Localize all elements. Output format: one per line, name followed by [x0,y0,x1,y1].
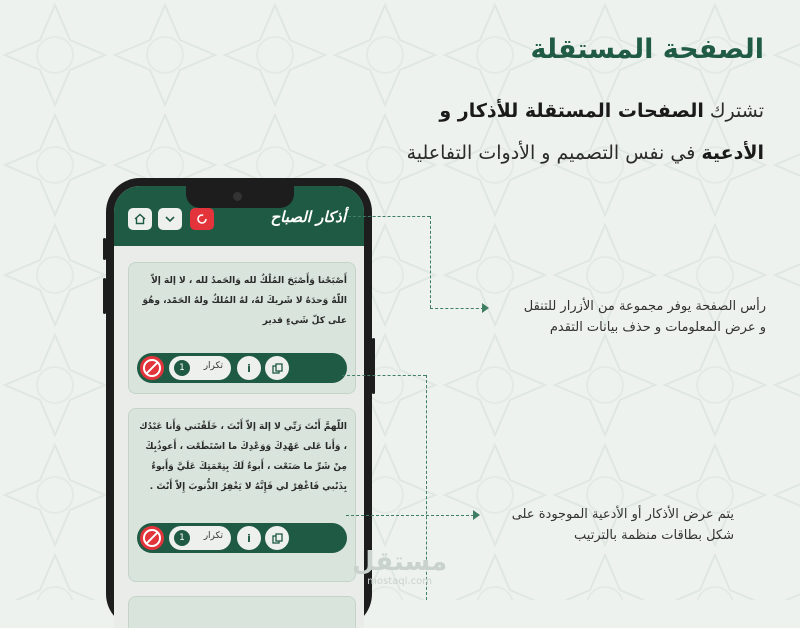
app-title: أذكار الصباح [270,208,346,226]
dhikr-card [128,596,356,628]
dhikr-text: أَصْبَحْنا وَأَصْبَحَ المُلْكُ لله وَالحَمدُ لله ، لا إلهَ إلاّ اللّهُ وَحدَهُ لا شَريكَ لهُ، لهُ المُلكُ ولهُ الحَمْد، وهُوَ على كلّ شَيءٍ قدير [142,276,347,326]
connector-line [346,515,474,516]
counter-value: 1 [174,530,190,546]
menu-dropdown-button[interactable] [158,208,182,230]
header-callout: رأس الصفحة يوفر مجموعة من الأزرار للتنقل و عرض المعلومات و حذف بيانات التقدم [523,299,766,335]
copy-button[interactable] [265,356,289,380]
reset-icon [196,213,208,225]
camera-icon [233,192,242,201]
home-icon [134,213,146,225]
connector-line [342,375,426,376]
phone-notch [186,186,294,208]
connector-line [430,308,484,309]
reset-count-button[interactable] [140,356,164,380]
home-button[interactable] [128,208,152,230]
app-screen [114,186,364,628]
connector-line [348,216,430,217]
info-button[interactable] [237,356,261,380]
phone-mockup [106,178,372,628]
connector-arrow [482,303,489,313]
description-bold-2: الأدعية [701,142,764,164]
watermark [352,548,447,587]
phone-side-button [103,238,106,260]
card-controls [137,523,347,553]
counter-label: تكرار [203,361,223,371]
reset-progress-button[interactable] [190,208,214,230]
connector-arrow [473,510,480,520]
description-bold-1: الصفحات المستقلة للأذكار و [439,100,704,122]
dhikr-card [128,408,356,582]
connector-line [430,216,431,308]
info-icon: i [247,531,251,545]
counter-label: تكرار [203,531,223,541]
card-controls [137,353,347,383]
watermark-subtext: mostaql.com [367,576,432,587]
phone-side-button [372,338,375,394]
reset-count-button[interactable] [140,526,164,550]
chevron-down-icon [165,215,175,223]
counter-button[interactable] [169,356,231,380]
info-button[interactable] [237,526,261,550]
counter-button[interactable] [169,526,231,550]
phone-side-button [103,278,106,314]
dhikr-text: اللّهمَّ أَنْتَ رَبِّي لا إلهَ إلاّ أَنْتَ ، خَلَقْتَني وَأَنا عَبْدُك ، وَأَنا عَلى عَهْدِكَ وَوَعْدِكَ ما اسْتَطَعْت ، أَعوذُبِكَ مِنْ شَرِّ ما صَنَعْت ، أَبوءُ لَكَ بِنِعْمَتِكَ عَلَيَّ وَأَبوءُ بِذَنْبي فَاغْفِرْ لي فَإِنَّهُ لا يَغْفِرُ الذُّنوبَ إِلاّ أَنْتَ . [139,422,347,492]
description [404,90,764,174]
dhikr-card [128,262,356,394]
copy-icon [272,533,283,544]
copy-button[interactable] [265,526,289,550]
watermark-text: مستقل [352,547,448,577]
copy-icon [272,363,283,374]
description-prefix: تشترك [703,100,764,122]
counter-value: 1 [174,360,190,376]
description-suffix: في نفس التصميم و الأدوات التفاعلية [406,142,702,164]
page-title: الصفحة المستقلة [530,34,764,65]
info-icon: i [247,361,251,375]
cards-callout: يتم عرض الأذكار أو الأدعية الموجودة على شكل بطاقات منظمة بالترتيب [511,507,734,543]
